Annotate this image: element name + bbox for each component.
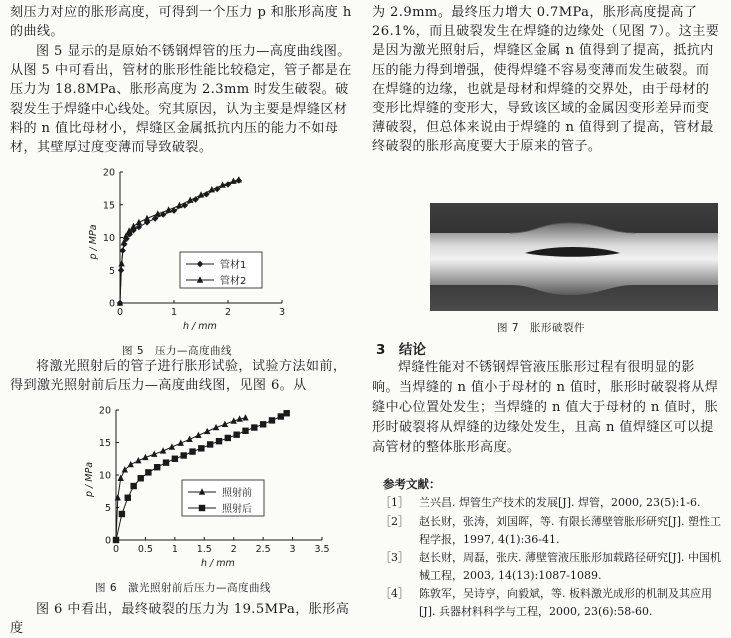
x-tick-label: 0 [112,544,120,555]
y-tick-label: 5 [108,265,115,277]
y-tick-label: 10 [98,470,111,482]
data-point [118,260,124,266]
data-point [225,435,231,441]
y-axis-label: p / MPa [84,461,95,497]
data-point [128,461,134,467]
series-2 [113,410,290,543]
x-axis-label: h / mm [201,558,235,569]
data-point [269,417,275,423]
y-tick-label: 0 [108,298,115,310]
data-point [216,438,222,444]
reference-number: ［3］ [380,551,409,564]
data-point [138,475,144,481]
left-paragraph-4: 图 6 中看出，最终破裂的压力为 19.5MPa，胀形高度 [10,602,350,637]
figure-6-chart [75,398,375,568]
y-tick-label: 15 [102,200,115,212]
data-point [236,176,242,182]
x-tick-label: 3 [278,307,286,318]
figure-6-caption: 图 6 激光照射前后压力—高度曲线 [95,582,272,594]
figure-5-chart [75,162,375,332]
data-point [283,410,289,416]
data-point [125,495,131,501]
data-point [119,511,125,517]
y-tick-label: 0 [104,535,111,547]
x-tick-label: 1 [171,544,178,555]
data-point [118,475,124,481]
x-tick-label: 1.5 [196,544,212,555]
legend-label: 管材2 [220,276,247,287]
x-tick-label: 3 [289,544,296,555]
legend-label: 照射后 [222,504,252,515]
y-axis-label: p / MPa [88,224,99,260]
left-paragraph-1: 刻压力对应的胀形高度，可得到一个压力 p 和胀形高度 h 的曲线。 [10,5,352,40]
data-point [207,441,213,447]
data-point [198,191,204,197]
x-axis-label: h / mm [183,321,217,332]
data-point [251,424,257,430]
burst-tube-photo [430,203,718,311]
data-point [242,414,248,420]
conclusion-paragraph: 焊缝性能对不锈钢焊管液压胀形过程有很明显的影响。当焊缝的 n 值小于母材的 n 值时，胀形时破裂将从焊缝中心位置处发生；当焊缝的 n 值大于母材的 n 值时，胀形时破裂将从焊缝的边缘处发生，且高 n 值焊缝区可以提高管材的整体胀形高度。 [372,360,719,455]
figure-5-caption: 图 5 压力—高度曲线 [122,345,233,357]
data-point [145,469,151,475]
x-tick-label: 1 [170,307,178,318]
reference-number: ［1］ [380,496,409,509]
legend [182,480,264,516]
x-tick-label: 0.5 [137,544,153,555]
data-point [278,413,284,419]
x-tick-label: 2 [224,307,232,318]
reference-number: ［4］ [380,587,409,600]
data-point [172,456,178,462]
x-tick-label: 2.5 [255,544,271,555]
data-point [260,421,266,427]
left-paragraph-2: 图 5 显示的是原始不锈钢焊管的压力—高度曲线图。从图 5 中可看出，管材的胀形性能比较稳定，管子都是在压力为 18.8MPa、胀形高度为 2.3mm 时发生破裂。破裂发生于焊缝中心线处。究其原因，认为主要是焊缝区材料的 n 值比母材小，焊缝区金属抵抗内压的能力不如母材，其壁厚过度变薄而导致破裂。 [10,44,352,156]
left-paragraph-3: 将激光照射后的管子进行胀形试验，试验方法如前，得到激光照射前后压力—高度曲线图，见图 6。从 [10,359,347,394]
reference-text: 兰兴昌. 焊管生产技术的发展[J]. 焊管，2000, 23(5):1-6. [419,496,701,509]
data-point [189,448,195,454]
data-point [130,223,136,229]
data-point [113,537,119,543]
y-tick-label: 20 [102,167,115,179]
section-heading-conclusion: 3 结论 [376,342,426,358]
data-point [163,459,169,465]
series-1 [113,414,249,543]
data-point [136,219,142,225]
data-point [176,202,182,208]
reference-text: 赵长财，周磊，张庆. 薄壁管液压胀形加载路径研究[J]. 中国机械工程，2003, 14(13):1087-1089. [419,551,721,582]
legend [180,252,262,288]
data-point [180,452,186,458]
y-tick-label: 20 [98,405,111,417]
data-point [122,466,128,472]
legend-label: 照射前 [222,488,252,499]
data-point [233,432,239,438]
reference-text: 赵长财，张涛，刘国晖，等. 有限长薄壁管胀形研究[J]. 塑性工程学报，1997, 4(1):36-41. [419,515,721,546]
y-tick-label: 15 [98,438,111,449]
reference-number: ［2］ [380,515,409,528]
data-point [198,445,204,451]
y-tick-label: 5 [104,503,111,514]
x-tick-label: 0 [116,307,124,318]
references-heading: 参考文献： [383,477,441,491]
x-tick-label: 2 [230,544,237,555]
data-point [187,196,193,202]
legend-label: 管材1 [220,260,247,271]
y-tick-label: 10 [102,233,115,244]
data-point [242,428,248,434]
x-tick-label: 3.5 [314,544,330,555]
reference-text: 陈敦军，吴诗亨，向毅斌，等. 板料激光成形的机制及其应用[J]. 兵器材料科学与工程，2000, 23(6):58-60. [419,587,712,618]
data-point [154,464,160,470]
figure-7-caption: 图 7 胀形破裂件 [497,322,586,334]
data-point [130,483,136,489]
right-paragraph-1: 为 2.9mm。最终压力增大 0.7MPa，胀形高度提高了 26.1%，而且破裂发生在焊缝的边缘处（见图 7）。这主要是因为激光照射后，焊缝区金属 n 值得到了提高，抵抗内压的能力得到增强，使得焊缝不容易变薄而发生破裂。而在焊缝的边缘，也就是母材和焊缝的交界处，由于母材的变形比焊缝的变形大，导致该区域的金属因变形差异而变薄破裂，但总体来说由于焊缝的 n 值得到了提高，管材最终破裂的胀形高度要大于原来的管子。 [372,5,720,155]
legend-marker [199,505,205,511]
